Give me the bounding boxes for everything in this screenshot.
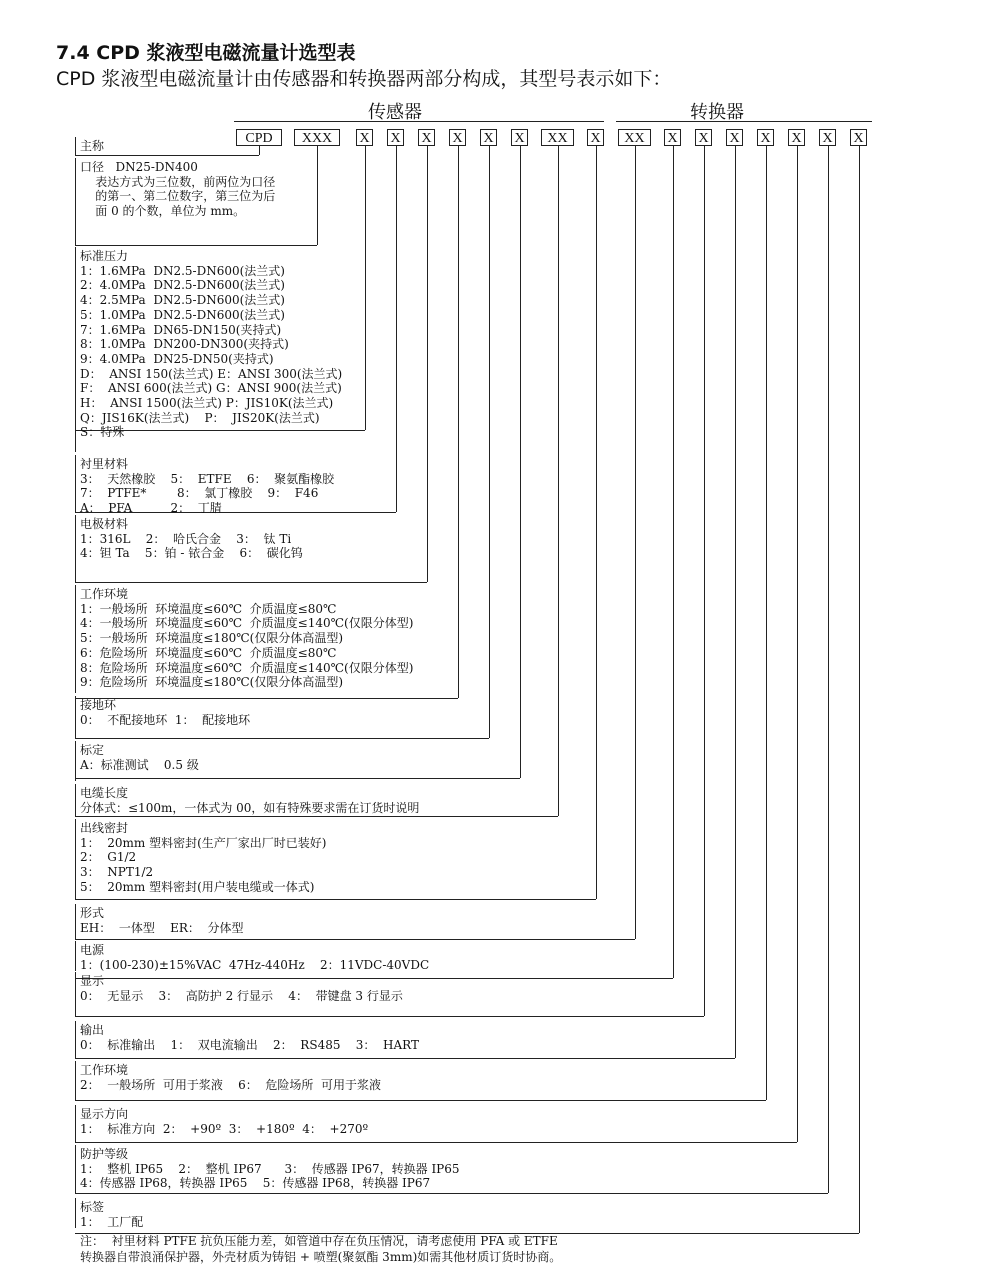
note-line: 注： 衬里材料 PTFE 抗负压能力差，如管道中存在负压情况，请考虑使用 PFA 或 ETFE [80,1234,558,1248]
code-box: X [757,129,774,146]
connector-vertical [766,146,767,1100]
converter-group-label: 转换器 [690,102,744,123]
code-box: X [356,129,373,146]
selection-section [80,160,275,219]
section-bar [75,455,76,512]
section-title: 电源 [80,943,105,957]
section-title: 形式 [80,906,105,920]
section-line: A： PFA 2： 丁腈 [80,501,222,516]
page-subtitle: CPD 浆液型电磁流量计由传感器和转换器两部分构成，其型号表示如下： [56,68,672,90]
section-title: 标准压力 [80,249,129,263]
section-line: 9：4.0MPa DN25-DN50(夹持式) [80,351,274,366]
section-line: 分体式：≤100m，一体式为 00，如有特殊要求需在订货时说明 [80,800,420,815]
section-title: 工作环境 [80,587,129,601]
connector-horizontal [75,1058,735,1059]
section-line: 4：钽 Ta 5：铂 - 铱合金 6： 碳化钨 [80,546,303,561]
section-bar [75,1061,76,1100]
code-box: X [664,129,681,146]
section-line: 4：一般场所 环境温度≤60℃ 介质温度≤140℃(仅限分体型) [80,616,414,631]
section-line: 6：危险场所 环境温度≤60℃ 介质温度≤80℃ [80,645,337,660]
section-line: 1： 20mm 塑料密封(生产厂家出厂时已装好) [80,835,327,850]
connector-vertical [259,146,260,155]
code-box: X [418,129,435,146]
section-line: 面 0 的个数，单位为 mm。 [80,204,246,219]
section-bar [75,904,76,939]
connector-vertical [704,146,705,1016]
section-line: 3： 天然橡胶 5： ETFE 6： 聚氨酯橡胶 [80,471,335,486]
section-line: 7： PTFE* 8： 氯丁橡胶 9： F46 [80,486,319,501]
connector-horizontal [75,738,489,739]
connector-vertical [489,146,490,738]
selection-section [80,1063,381,1092]
section-title: 接地环 [80,698,117,712]
selection-section [80,974,403,1003]
section-line: 1：316L 2： 哈氏合金 3： 钛 Ti [80,531,292,546]
section-line: 4：传感器 IP68，转换器 IP65 5：传感器 IP68，转换器 IP67 [80,1176,431,1191]
section-line: A：标准测试 0.5 级 [80,757,199,772]
section-bar [75,972,76,1016]
section-bar [75,1198,76,1228]
section-bar [75,741,76,781]
code-box: XX [618,129,651,146]
section-line: 表达方式为三位数，前两位为口径 [80,174,276,189]
selection-section [80,821,326,895]
section-bar [75,1021,76,1058]
selection-section [80,249,342,440]
section-title: 标签 [80,1200,105,1214]
connector-vertical [596,146,597,899]
sensor-group-line [234,121,604,122]
selection-section [80,587,413,690]
sensor-group-label: 传感器 [368,102,422,123]
section-bar [75,1145,76,1193]
section-line: 2：4.0MPa DN2.5-DN600(法兰式) [80,278,285,293]
section-line: 8：危险场所 环境温度≤60℃ 介质温度≤140℃(仅限分体型) [80,660,414,675]
section-title: 显示 [80,974,105,988]
section-line: H： ANSI 1500(法兰式) P：JIS10K(法兰式) [80,396,334,411]
connector-horizontal [75,1100,766,1101]
code-box: X [587,129,604,146]
connector-vertical [735,146,736,1058]
section-line: 0： 不配接地环 1： 配接地环 [80,712,251,727]
connector-vertical [458,146,459,698]
page-title: 7.4 CPD 浆液型电磁流量计选型表 [56,42,356,64]
section-line: Q：JIS16K(法兰式) P： JIS20K(法兰式) [80,410,320,425]
code-box: X [850,129,867,146]
section-title: 输出 [80,1023,105,1037]
code-box: XX [541,129,574,146]
selection-section [80,743,199,772]
section-line: F： ANSI 600(法兰式) G：ANSI 900(法兰式) [80,381,342,396]
section-bar [75,784,76,816]
code-box: XXX [294,129,340,146]
selection-section [80,139,104,154]
section-line: 0： 标准输出 1： 双电流输出 2： RS485 3： HART [80,1037,419,1052]
section-line: 1： 工厂配 [80,1214,144,1229]
section-bar [75,819,76,899]
note-line: 转换器自带浪涌保护器，外壳材质为铸铝 + 喷塑(聚氨酯 3mm)如需其他材质订货时协商。 [80,1250,562,1264]
connector-horizontal [75,778,520,779]
connector-vertical [396,146,397,512]
section-line: 1：一般场所 环境温度≤60℃ 介质温度≤80℃ [80,601,337,616]
selection-section [80,906,244,935]
section-line: 2： G1/2 [80,850,137,865]
connector-vertical [859,146,860,1233]
section-title: 防护等级 [80,1147,129,1161]
section-line: 8：1.0MPa DN200-DN300(夹持式) [80,337,289,352]
section-line: 1：1.6MPa DN2.5-DN600(法兰式) [80,263,285,278]
code-box: CPD [236,129,282,146]
section-title: 主称 [80,139,105,153]
connector-vertical [635,146,636,939]
connector-vertical [797,146,798,1142]
section-title: 电极材料 [80,517,129,531]
selection-section [80,943,429,972]
selection-section [80,698,250,727]
note-block [80,1233,561,1265]
connector-vertical [520,146,521,778]
section-title: 标定 [80,743,105,757]
section-line: 3： NPT1/2 [80,865,154,880]
selection-section [80,786,419,815]
connector-vertical [365,146,366,430]
section-title: 电缆长度 [80,786,129,800]
section-title: 工作环境 [80,1063,129,1077]
section-line: S：特殊 [80,425,125,440]
connector-horizontal [75,1193,828,1194]
connector-horizontal [75,899,596,900]
section-line: 0： 无显示 3： 高防护 2 行显示 4： 带键盘 3 行显示 [80,988,403,1003]
section-line: 5：一般场所 环境温度≤180℃(仅限分体高温型) [80,631,344,646]
section-line: EH： 一体型 ER： 分体型 [80,920,244,935]
connector-horizontal [75,1142,797,1143]
section-line: 1： 整机 IP65 2： 整机 IP67 3： 传感器 IP67，转换器 IP65 [80,1161,460,1176]
section-line: 5： 20mm 塑料密封(用户装电缆或一体式) [80,879,315,894]
code-box: X [695,129,712,146]
section-line: 5：1.0MPa DN2.5-DN600(法兰式) [80,307,285,322]
section-bar [75,137,76,155]
section-bar [75,158,76,245]
section-bar [75,585,76,693]
connector-vertical [317,146,318,245]
section-title: 衬里材料 [80,457,129,471]
code-box: X [387,129,404,146]
section-title: 出线密封 [80,821,129,835]
section-bar [75,515,76,582]
section-line: 1： 标准方向 2： +90º 3： +180º 4： +270º [80,1121,369,1136]
connector-horizontal [75,939,635,940]
code-box: X [480,129,497,146]
section-line: 的第一、第二位数字，第三位为后 [80,189,276,204]
section-bar [75,1105,76,1142]
section-line: 9：危险场所 环境温度≤180℃(仅限分体高温型) [80,675,344,690]
selection-section [80,1200,143,1229]
connector-horizontal [75,816,558,817]
connector-vertical [673,146,674,978]
selection-section [80,457,334,516]
section-line: 1：(100-230)±15%VAC 47Hz-440Hz 2：11VDC-40VDC [80,957,430,972]
connector-horizontal [75,245,317,246]
section-bar [75,696,76,738]
section-bar [75,247,76,452]
section-line: 2： 一般场所 可用于浆液 6： 危险场所 可用于浆液 [80,1077,382,1092]
connector-vertical [427,146,428,582]
section-title: 显示方向 [80,1107,129,1121]
code-box: X [511,129,528,146]
selection-section [80,1147,460,1191]
selection-section [80,1023,419,1052]
section-line: 口径 DN25-DN400 [80,160,198,174]
section-line: 7：1.6MPa DN65-DN150(夹持式) [80,322,282,337]
connector-vertical [558,146,559,816]
connector-horizontal [75,155,259,156]
connector-horizontal [75,1016,704,1017]
code-box: X [819,129,836,146]
section-bar [75,941,76,971]
connector-horizontal [75,582,427,583]
section-line: 4：2.5MPa DN2.5-DN600(法兰式) [80,293,285,308]
connector-vertical [828,146,829,1193]
selection-section [80,1107,368,1136]
code-box: X [449,129,466,146]
section-line: D： ANSI 150(法兰式) E：ANSI 300(法兰式) [80,366,343,381]
code-box: X [726,129,743,146]
code-box: X [788,129,805,146]
converter-group-line [616,121,872,122]
selection-section [80,517,303,561]
